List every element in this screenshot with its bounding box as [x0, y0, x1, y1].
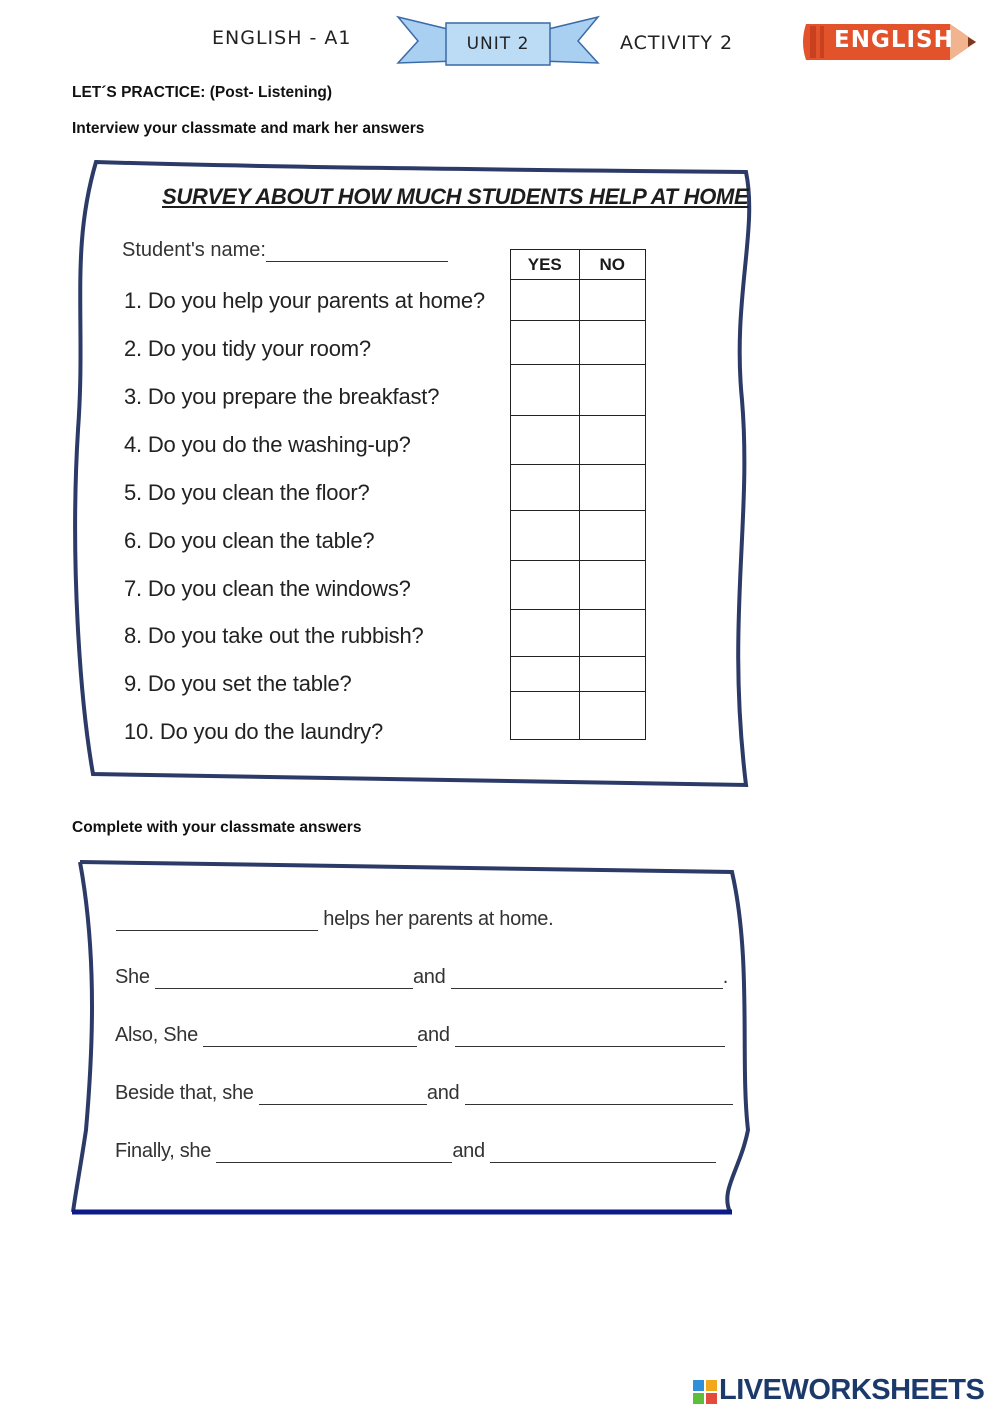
complete-line-2: [115, 966, 728, 989]
complete-line-5: [115, 1140, 716, 1163]
line5-start: Finally, she: [115, 1140, 212, 1162]
complete-line-4: [115, 1082, 733, 1105]
practice-title: LET´S PRACTICE: (Post- Listening): [72, 84, 333, 101]
course-label: ENGLISH - A1: [212, 27, 352, 49]
line3-blank-b[interactable]: [455, 1026, 725, 1047]
liveworksheets-grid-icon: [693, 1380, 717, 1404]
question-8: 8. Do you take out the rubbish?: [124, 623, 424, 648]
line4-blank-a[interactable]: [259, 1084, 427, 1105]
line4-blank-b[interactable]: [465, 1084, 733, 1105]
line5-and: and: [452, 1140, 485, 1162]
line4-and: and: [426, 1082, 460, 1104]
question-4: 4. Do you do the washing-up?: [124, 432, 411, 457]
activity-label: ACTIVITY 2: [620, 32, 734, 54]
student-name-label: Student's name:: [122, 239, 266, 261]
line2-start: She: [115, 966, 150, 988]
question-9: 9. Do you set the table?: [124, 671, 352, 696]
instruction-interview: Interview your classmate and mark her answers: [72, 120, 425, 137]
line4-start: Beside that, she: [115, 1082, 254, 1104]
line3-blank-a[interactable]: [203, 1026, 417, 1047]
complete-line-3: [115, 1024, 725, 1047]
question-3: 3. Do you prepare the breakfast?: [124, 384, 440, 409]
line2-period: .: [722, 966, 728, 988]
classmate-name-blank[interactable]: [116, 910, 318, 931]
line5-blank-b[interactable]: [490, 1142, 716, 1163]
line2-blank-b[interactable]: [451, 968, 723, 989]
question-10: 10. Do you do the laundry?: [124, 719, 383, 744]
line2-and: and: [412, 966, 446, 988]
liveworksheets-logo: [693, 1376, 993, 1410]
instruction-complete: Complete with your classmate answers: [72, 819, 362, 836]
line3-start: Also, She: [115, 1024, 198, 1046]
question-6: 6. Do you clean the table?: [124, 528, 375, 553]
question-7: 7. Do you clean the windows?: [124, 576, 411, 601]
line5-blank-a[interactable]: [216, 1142, 452, 1163]
unit-label: UNIT 2: [466, 34, 530, 54]
yes-header: YES: [511, 250, 580, 280]
no-header: NO: [579, 250, 645, 280]
english-badge-text: ENGLISH: [834, 27, 954, 53]
question-1: 1. Do you help your parents at home?: [124, 288, 485, 313]
liveworksheets-text: LIVEWORKSHEETS: [719, 1374, 985, 1406]
question-2: 2. Do you tidy your room?: [124, 336, 371, 361]
question-5: 5. Do you clean the floor?: [124, 480, 370, 505]
line3-and: and: [417, 1024, 450, 1046]
survey-title: SURVEY ABOUT HOW MUCH STUDENTS HELP AT HOME: [162, 184, 749, 209]
complete-line-1: [116, 908, 553, 931]
line2-blank-a[interactable]: [155, 968, 413, 989]
line1-text: helps her parents at home.: [323, 908, 554, 930]
